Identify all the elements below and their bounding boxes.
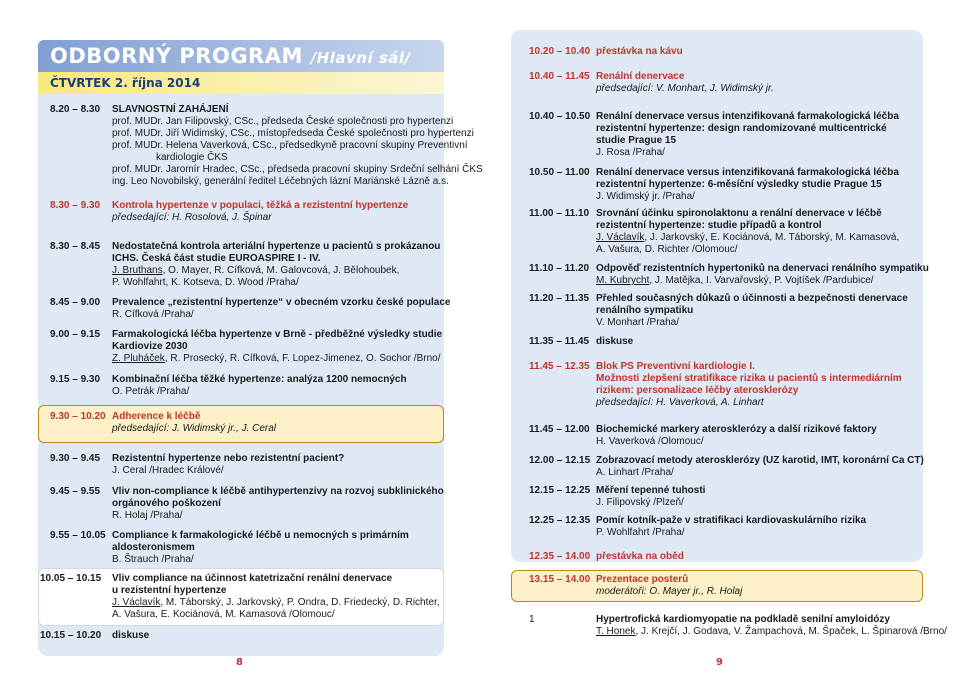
- talk-authors: J. Widimský jr. /Praha/: [596, 191, 695, 202]
- talk-time: 9.45 – 9.55: [50, 486, 101, 497]
- talk-title: Kombinační léčba těžké hypertenze: analýza 1200 nemocných: [112, 374, 407, 385]
- title-subtitle: /Hlavní sál/: [310, 49, 411, 67]
- talk-title: rezistentní hypertenze: studie případů a kontrol: [596, 220, 822, 231]
- block-title: rizikem: personalizace léčby aterosklerózy: [596, 385, 799, 396]
- talk-time: 11.00 – 11.10: [529, 208, 590, 219]
- block-time: 9.30 – 10.20: [50, 411, 106, 422]
- talk-title: Nedostatečná kontrola arteriální hypertenze u pacientů s prokázanou: [112, 241, 441, 252]
- talk-authors: J. Václavík, J. Jarkovský, E. Kociánová, M. Táborský, M. Kamasová,: [596, 232, 900, 243]
- talk-authors: R. Holaj /Praha/: [112, 510, 183, 521]
- opening-line: prof. MUDr. Jiří Widimský, CSc., místopředseda České společnosti pro hypertenzi: [112, 128, 474, 139]
- talk-time: 10.50 – 11.00: [529, 167, 590, 178]
- talk-title: Odpověď rezistentních hypertoniků na denervaci renálního sympatiku: [596, 263, 929, 274]
- talk-title: Compliance k farmakologické léčbě u nemocných s primárním: [112, 530, 409, 541]
- page-title: [50, 44, 411, 68]
- talk-title: Farmakologická léčba hypertenze v Brně - předběžné výsledky studie: [112, 329, 443, 340]
- talk-time: 9.00 – 9.15: [50, 329, 101, 340]
- talk-time: 12.15 – 12.25: [529, 485, 591, 496]
- talk-authors: J. Václavík, M. Táborský, J. Jarkovský, P. Ondra, D. Friedecký, D. Richter,: [112, 597, 440, 608]
- break-title: přestávka na oběd: [596, 551, 684, 562]
- talk-authors: J. Filipovský /Plzeň/: [596, 497, 684, 508]
- talk-authors: R. Cífková /Praha/: [112, 309, 194, 320]
- talk-title: u rezistentní hypertenze: [112, 585, 227, 596]
- day-label: ČTVRTEK 2. října 2014: [50, 76, 201, 90]
- talk-title: Biochemické markery aterosklerózy a další rizikové faktory: [596, 424, 877, 435]
- page-number: 8: [236, 657, 243, 668]
- block-chairs: předsedající: H. Rosolová, J. Špinar: [112, 212, 272, 223]
- talk-authors: J. Ceral /Hradec Králové/: [112, 465, 224, 476]
- talk-title: rezistentní hypertenze: 6-měsíční výsledky studie Prague 15: [596, 179, 882, 190]
- break-title: přestávka na kávu: [596, 46, 683, 57]
- opening-line: prof. MUDr. Jan Filipovský, CSc., předseda České společnosti pro hypertenzi: [112, 116, 454, 127]
- block-title: Adherence k léčbě: [112, 411, 201, 422]
- presenting-author: T. Honek: [596, 626, 636, 637]
- presenting-author: J. Václavík: [112, 597, 161, 608]
- talk-time: 10.05 – 10.15: [40, 573, 102, 584]
- talk-title: diskuse: [596, 336, 634, 347]
- talk-title: Prevalence „rezistentní hypertenze“ v obecném vzorku české populace: [112, 297, 451, 308]
- talk-authors: J. Bruthans, O. Mayer, R. Cífková, M. Galovcová, J. Bělohoubek,: [112, 265, 400, 276]
- talk-time: 9.55 – 10.05: [50, 530, 106, 541]
- talk-title: Měření tepenné tuhosti: [596, 485, 706, 496]
- talk-title: aldosteronismem: [112, 542, 195, 553]
- talk-time: 10.15 – 10.20: [40, 630, 102, 641]
- talk-title: ICHS. Česká část studie EUROASPIRE I - IV.: [112, 253, 321, 264]
- talk-title: diskuse: [112, 630, 150, 641]
- block-chairs: moderátoři: O. Mayer jr., R. Holaj: [596, 586, 743, 597]
- block-title: Prezentace posterů: [596, 574, 689, 585]
- talk-authors: A. Linhart /Praha/: [596, 467, 674, 478]
- talk-time: 12.25 – 12.35: [529, 515, 591, 526]
- block-chairs: předsedající: V. Monhart, J. Widimský jr.: [596, 83, 774, 94]
- talk-authors: H. Vaverková /Olomouc/: [596, 436, 704, 447]
- talk-title: Srovnání účinku spironolaktonu a renální denervace v léčbě: [596, 208, 882, 219]
- talk-title: studie Prague 15: [596, 135, 677, 146]
- talk-title: Vliv compliance na účinnost katetrizační renální denervace: [112, 573, 393, 584]
- talk-time: 9.30 – 9.45: [50, 453, 101, 464]
- block-time: 10.40 – 11.45: [529, 71, 590, 82]
- talk-title: Vliv non-compliance k léčbě antihypertenzivy na rozvoj subklinického: [112, 486, 444, 497]
- talk-title: orgánového poškození: [112, 498, 221, 509]
- talk-authors: M. Kubrycht, J. Matějka, I. Varvařovský, P. Vojtíšek /Pardubice/: [596, 275, 874, 286]
- talk-authors: J. Rosa /Praha/: [596, 147, 665, 158]
- block-time: 11.45 – 12.35: [529, 361, 590, 372]
- talk-title: Renální denervace versus intenzifikovaná farmakologická léčba: [596, 111, 899, 122]
- talk-time: 11.35 – 11.45: [529, 336, 590, 347]
- presenting-author: J. Bruthans: [112, 265, 163, 276]
- talk-authors: A. Vašura, E. Kociánová, M. Kamasová /Olomouc/: [112, 609, 335, 620]
- presenting-author: Z. Pluháček: [112, 353, 165, 364]
- block-title: Blok PS Preventivní kardiologie I.: [596, 361, 755, 372]
- talk-authors: Z. Pluháček, R. Prosecký, R. Cífková, F. Lopez-Jimenez, O. Sochor /Brno/: [112, 353, 441, 364]
- talk-authors: V. Monhart /Praha/: [596, 317, 680, 328]
- talk-title: rezistentní hypertenze: design randomizované multicentrické: [596, 123, 887, 134]
- block-chairs: předsedající: J. Widimský jr., J. Ceral: [112, 423, 277, 434]
- talk-title: Kardiovize 2030: [112, 341, 188, 352]
- poster-number: 1: [529, 614, 535, 625]
- opening-line: ing. Leo Novobilský, generální ředitel Léčebných lázní Mariánské Lázně a.s.: [112, 176, 449, 187]
- block-title: Možnosti zlepšení stratifikace rizika u pacientů s intermediárním: [596, 373, 902, 384]
- block-time: 8.30 – 9.30: [50, 200, 101, 211]
- talk-title: Renální denervace versus intenzifikovaná farmakologická léčba: [596, 167, 899, 178]
- block-chairs: předsedající: H. Vaverková, A. Linhart: [596, 397, 764, 408]
- talk-title: renálního sympatiku: [596, 305, 694, 316]
- talk-authors: O. Petrák /Praha/: [112, 386, 190, 397]
- talk-time: 10.40 – 10.50: [529, 111, 591, 122]
- talk-time: 12.00 – 12.15: [529, 455, 591, 466]
- talk-title: Přehled současných důkazů o účinnosti a bezpečnosti denervace: [596, 293, 908, 304]
- opening-line: kardiologie ČKS: [156, 152, 228, 163]
- title-text: ODBORNÝ PROGRAM: [50, 44, 303, 68]
- talk-time: 11.45 – 12.00: [529, 424, 590, 435]
- opening-time: 8.20 – 8.30: [50, 104, 101, 115]
- talk-time: 8.45 – 9.00: [50, 297, 101, 308]
- talk-authors: P. Wohlfahrt /Praha/: [596, 527, 685, 538]
- talk-time: 8.30 – 8.45: [50, 241, 101, 252]
- right-page: [480, 0, 960, 681]
- block-title: Kontrola hypertenze v populaci, těžká a rezistentní hypertenze: [112, 200, 409, 211]
- talk-title: Pomír kotník-paže v stratifikaci kardiovaskulárního rizika: [596, 515, 867, 526]
- talk-title: Rezistentní hypertenze nebo rezistentní pacient?: [112, 453, 345, 464]
- opening-line: prof. MUDr. Helena Vaverková, CSc., předsedkyně pracovní skupiny Preventivní: [112, 140, 468, 151]
- presenting-author: M. Kubrycht: [596, 275, 650, 286]
- block-title: Renální denervace: [596, 71, 685, 82]
- break-time: 10.20 – 10.40: [529, 46, 591, 57]
- opening-title: SLAVNOSTNÍ ZAHÁJENÍ: [112, 104, 229, 115]
- poster-title: Hypertrofická kardiomyopatie na podkladě senilní amyloidózy: [596, 614, 890, 625]
- talk-time: 9.15 – 9.30: [50, 374, 101, 385]
- talk-time: 11.20 – 11.35: [529, 293, 590, 304]
- talk-authors: P. Wohlfahrt, K. Kotseva, D. Wood /Praha/: [112, 277, 299, 288]
- talk-time: 11.10 – 11.20: [529, 263, 590, 274]
- presenting-author: J. Václavík: [596, 232, 645, 243]
- opening-line: prof. MUDr. Jaromír Hradec, CSc., předseda pracovní skupiny Srdeční selhání ČKS: [112, 164, 483, 175]
- talk-title: Zobrazovací metody aterosklerózy (UZ karotid, IMT, koronární Ca CT): [596, 455, 924, 466]
- poster-authors: T. Honek, J. Krejčí, J. Godava, V. Žampachová, M. Špaček, L. Špinarová /Brno/: [596, 626, 947, 637]
- talk-authors: A. Vašura, D. Richter /Olomouc/: [596, 244, 738, 255]
- block-time: 13.15 – 14.00: [529, 574, 591, 585]
- break-time: 12.35 – 14.00: [529, 551, 591, 562]
- talk-authors: B. Štrauch /Praha/: [112, 554, 194, 565]
- page-number: 9: [716, 657, 723, 668]
